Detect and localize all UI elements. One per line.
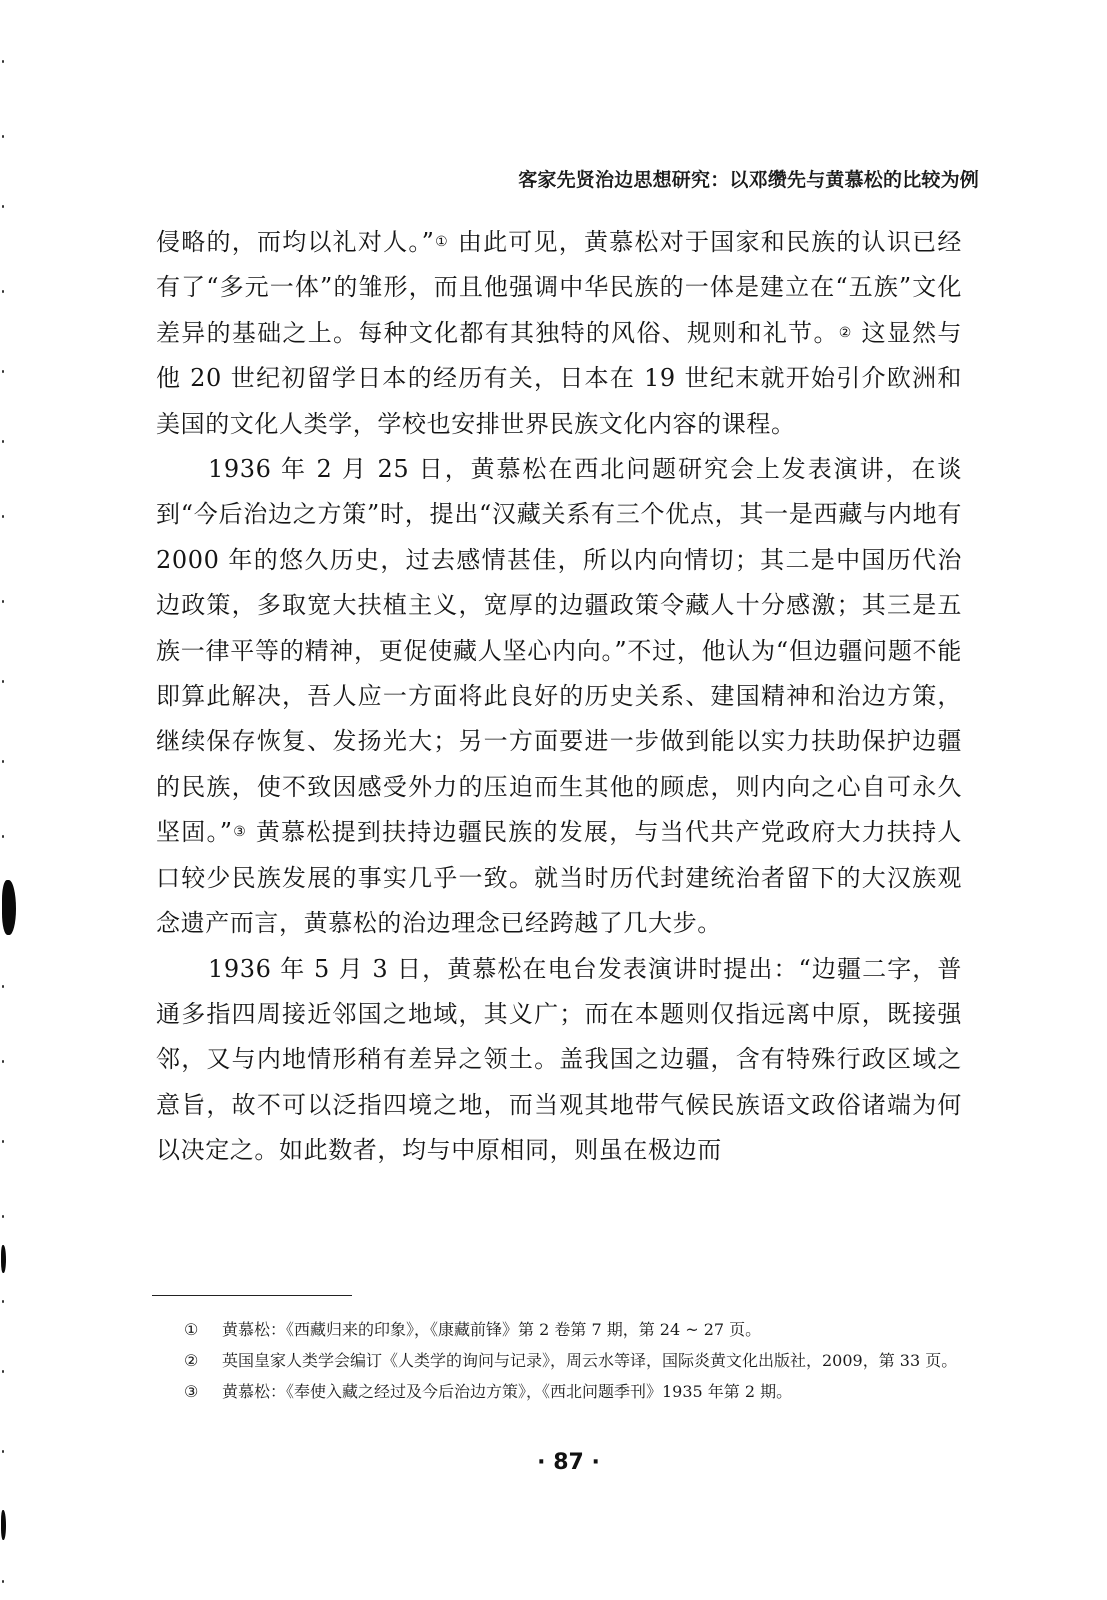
footnotes-list	[184, 1317, 958, 1410]
scan-speck	[2, 985, 4, 988]
scan-binding-edge	[0, 0, 22, 1600]
footnote-marker: ①	[184, 1320, 199, 1339]
scan-ink-blot	[1, 1510, 6, 1540]
paragraph-3-text: 1936 年 5 月 3 日，黄慕松在电台发表演讲时提出：“边疆二字，普通多指四周接近邻国之地域，其义广；而在本题则仅指远离中原，既接强邻，又与内地情形稍有差异之领土。盖我国之边疆，含有特殊行政区域之意旨，故不可以泛指四境之地，而当观其地带气候民族语文政俗诸端为何以决定之。如此数者，均与中原相同，则虽在极边而	[156, 954, 962, 1165]
page-number: · 87 ·	[537, 1450, 600, 1475]
footnote-ref-2: ②	[838, 324, 853, 341]
footnote-ref-1: ①	[434, 234, 449, 250]
scan-speck	[2, 1370, 4, 1373]
scan-speck	[2, 1060, 4, 1063]
running-head: 客家先贤治边思想研究：以邓缵先与黄慕松的比较为例	[518, 169, 979, 191]
footnote-rule	[152, 1295, 352, 1296]
scan-speck	[2, 60, 4, 63]
paragraph-2-text-b: 黄慕松提到扶持边疆民族的发展，与当代共产党政府大力扶持人口较少民族发展的事实几乎一致。就当时历代封建统治者留下的大汉族观念遗产而言，黄慕松的治边理念已经跨越了几大步。	[156, 818, 962, 938]
footnote-marker: ③	[184, 1382, 199, 1401]
scan-speck	[2, 440, 4, 443]
scan-speck	[2, 1215, 4, 1218]
scan-speck	[2, 680, 4, 683]
scan-speck	[2, 135, 4, 138]
scan-speck	[2, 370, 4, 373]
paragraph-3	[156, 947, 962, 1174]
footnote-item	[184, 1379, 958, 1405]
scan-speck	[2, 760, 4, 763]
footnote-item	[184, 1348, 958, 1374]
paragraph-1-text-b: 由此可见，黄慕松对于国家和民族的认识已经有了“多元一体”的雏形，而且他强调中华民族的一体是建立在“五族”文化差异的基础之上。每种文化都有其独特的风俗、规则和礼节。	[156, 228, 962, 347]
paragraph-1-text-a: 侵略的，而均以礼对人。”	[156, 228, 435, 256]
footnote-marker: ②	[184, 1351, 199, 1370]
scan-ink-blot	[2, 880, 16, 935]
footnote-text: 英国皇家人类学会编订《人类学的询问与记录》，周云水等译，国际炎黄文化出版社，2009，第 33 页。	[222, 1351, 958, 1370]
scan-ink-blot	[1, 1245, 6, 1273]
scan-speck	[2, 600, 4, 603]
footnote-ref-3: ③	[232, 824, 248, 841]
footnote-text: 黄慕松：《西藏归来的印象》，《康藏前锋》第 2 卷第 7 期，第 24 ~ 27 页。	[222, 1320, 762, 1339]
footnote-item	[184, 1317, 958, 1343]
scan-speck	[2, 1580, 4, 1583]
paragraph-1-text-c: 这显然与他 20 世纪初留学日本的经历有关，日本在 19 世纪末就开始引介欧洲和美国的文化人类学，学校也安排世界民族文化内容的课程。	[156, 318, 962, 438]
paragraph-2-text-a: 1936 年 2 月 25 日，黄慕松在西北问题研究会上发表演讲，在谈到“今后治边之方策”时，提出“汉藏关系有三个优点，其一是西藏与内地有 2000 年的悠久历史，过去感情甚佳，所以内向情切；其二是中国历代治边政策，多取宽大扶植主义，宽厚的边疆政策令藏人十分感激；其三是五族一律平等的精神，更促使藏人坚心内向。”不过，他认为“但边疆问题不能即算此解决，吾人应一方面将此良好的历史关系、建国精神和治边方策，继续保存恢复、发扬光大；另一方面要进一步做到能以实力扶助保护边疆的民族，使不致因感受外力的压迫而生其他的顾虑，则内向之心自可永久坚固。”	[156, 455, 962, 847]
footnote-text: 黄慕松：《奉使入藏之经过及今后治边方策》，《西北问题季刊》1935 年第 2 期。	[222, 1382, 793, 1401]
scan-speck	[2, 1300, 4, 1303]
scan-speck	[2, 835, 4, 838]
scan-speck	[2, 290, 4, 293]
paragraph-2	[156, 447, 962, 946]
scan-speck	[2, 1140, 4, 1143]
scan-speck	[2, 205, 4, 208]
scan-speck	[2, 515, 4, 518]
body-text	[156, 220, 962, 1174]
paragraph-1	[156, 220, 962, 447]
